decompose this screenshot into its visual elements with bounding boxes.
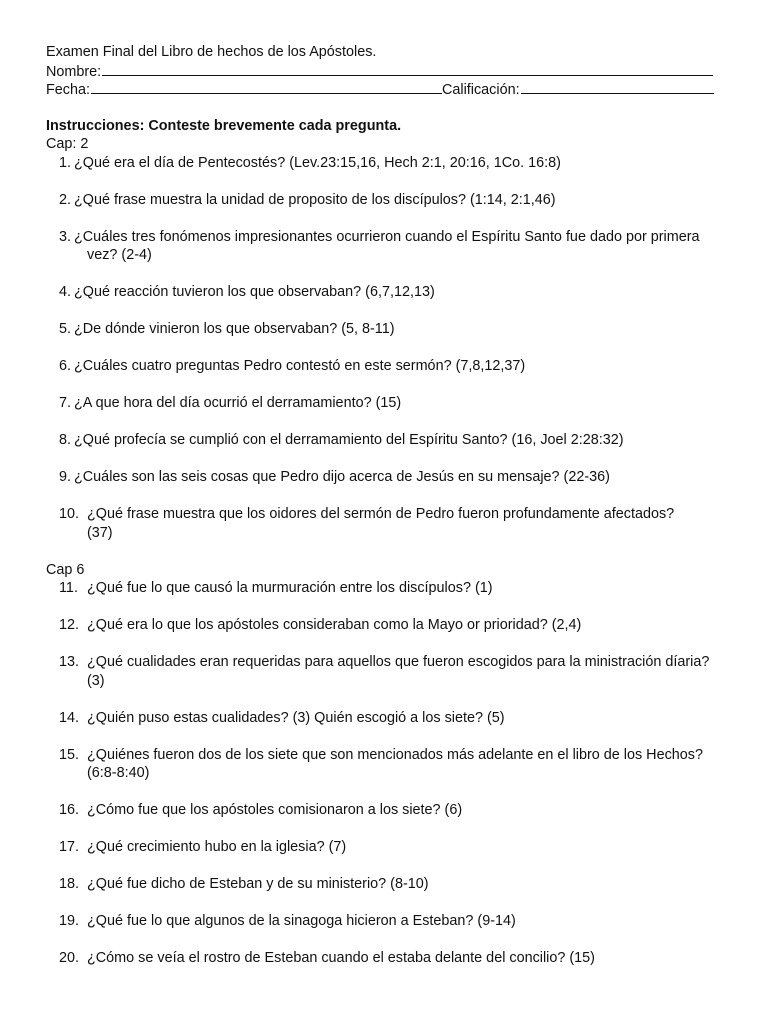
section-heading: Cap 6 [46, 561, 85, 578]
question-number: 15. [59, 746, 80, 763]
question-item [46, 154, 722, 173]
exam-document [46, 43, 722, 986]
section-heading: Cap: 2 [46, 136, 89, 152]
question-number: 17. [59, 839, 80, 855]
question-list [46, 579, 722, 968]
question-item [46, 746, 722, 783]
question-item [46, 875, 722, 894]
question-text: ¿Qué cualidades eran requeridas para aquellos que fueron escogidos para la ministración díaria? [87, 654, 710, 670]
question-text: ¿Qué fue lo que algunos de la sinagoga hicieron a Esteban? (9-14) [87, 913, 516, 929]
date-blank-line [91, 80, 442, 94]
question-text: ¿Qué fue lo que causó la murmuración entre los discípulos? (1) [87, 580, 493, 596]
question-text: ¿Cómo fue que los apóstoles comisionaron a los siete? (6) [87, 802, 463, 818]
question-text: ¿Quién puso estas cualidades? (3) Quién escogió a los siete? (5) [87, 709, 505, 726]
question-item [46, 949, 722, 968]
question-item [46, 838, 722, 857]
name-blank-line [102, 62, 713, 76]
question-number: 1. [59, 154, 72, 171]
question-text-continuation: (37) [87, 524, 113, 541]
question-item [46, 616, 722, 635]
question-item [46, 357, 722, 376]
question-item [46, 283, 722, 302]
question-text: ¿Qué frase muestra que los oidores del sermón de Pedro fueron profundamente afectados? [87, 506, 675, 522]
question-number: 2. [59, 191, 72, 208]
instructions: Instrucciones: Conteste brevemente cada pregunta. [46, 117, 402, 134]
question-text: ¿Qué frase muestra la unidad de proposito de los discípulos? (1:14, 2:1,46) [74, 191, 556, 208]
question-text: ¿Qué era el día de Pentecostés? (Lev.23:15,16, Hech 2:1, 20:16, 1Co. 16:8) [74, 154, 561, 171]
question-number: 19. [59, 913, 80, 929]
question-number: 4. [59, 284, 72, 300]
question-number: 12. [59, 617, 80, 633]
name-label: Nombre: [46, 63, 102, 80]
question-number: 7. [59, 395, 72, 411]
question-item [46, 228, 722, 265]
question-item [46, 468, 722, 487]
question-item [46, 320, 722, 339]
question-text: ¿Qué fue dicho de Esteban y de su ministerio? (8-10) [87, 876, 429, 892]
question-text: ¿Qué crecimiento hubo en la iglesia? (7) [87, 839, 347, 855]
question-item [46, 912, 722, 931]
question-item [46, 801, 722, 820]
question-number: 16. [59, 802, 80, 818]
question-text: ¿Cuáles son las seis cosas que Pedro dijo acerca de Jesús en su mensaje? (22-36) [74, 469, 610, 485]
question-item [46, 431, 722, 450]
question-text: ¿Cuáles tres fonómenos impresionantes ocurrieron cuando el Espíritu Santo fue dado por primera [74, 228, 700, 245]
question-text-continuation: (3) [87, 672, 105, 689]
question-list [46, 154, 722, 543]
exam-title: Examen Final del Libro de hechos de los Apóstoles. [46, 44, 377, 60]
question-item [46, 579, 722, 598]
question-number: 11. [59, 580, 78, 596]
question-text: ¿Quiénes fueron dos de los siete que son mencionados más adelante en el libro de los Hechos? [87, 746, 703, 763]
question-number: 18. [59, 876, 80, 892]
grade-blank-line [521, 80, 714, 94]
question-text: ¿Cuáles cuatro preguntas Pedro contestó en este sermón? (7,8,12,37) [74, 358, 526, 374]
question-item [46, 653, 722, 690]
question-text: ¿Qué reacción tuvieron los que observaban? (6,7,12,13) [74, 284, 435, 300]
question-text: ¿A que hora del día ocurrió el derramamiento? (15) [74, 395, 402, 411]
question-text: ¿De dónde vinieron los que observaban? (5, 8-11) [74, 321, 395, 337]
question-sections [46, 135, 722, 968]
question-text-continuation: vez? (2-4) [87, 247, 152, 263]
question-number: 13. [59, 654, 80, 670]
question-text-continuation: (6:8-8:40) [87, 765, 150, 781]
date-grade-field-row [46, 80, 722, 99]
question-number: 14. [59, 709, 80, 726]
question-text: ¿Qué profecía se cumplió con el derramamiento del Espíritu Santo? (16, Joel 2:28:32) [74, 432, 624, 448]
question-number: 20. [59, 950, 80, 966]
question-number: 10. [59, 506, 80, 522]
question-text: ¿Qué era lo que los apóstoles consideraban como la Mayo or prioridad? (2,4) [87, 617, 582, 633]
question-item [46, 191, 722, 210]
question-number: 5. [59, 321, 72, 337]
name-field-row [46, 62, 722, 81]
question-text: ¿Cómo se veía el rostro de Esteban cuando el estaba delante del concilio? (15) [87, 950, 595, 966]
grade-label: Calificación: [442, 82, 520, 98]
question-item [46, 394, 722, 413]
question-number: 3. [59, 228, 72, 245]
question-number: 6. [59, 358, 72, 374]
question-number: 8. [59, 432, 72, 448]
date-label: Fecha: [46, 82, 90, 98]
question-number: 9. [59, 469, 72, 485]
question-item [46, 505, 722, 542]
question-item [46, 709, 722, 728]
